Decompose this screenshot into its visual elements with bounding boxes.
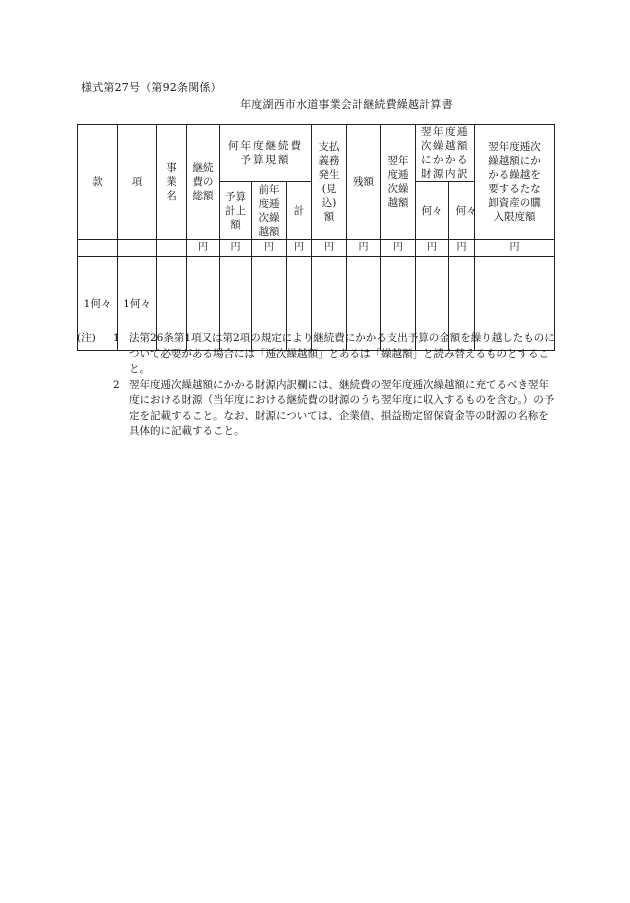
notes-section (77, 331, 557, 440)
header-kou: 項 (118, 125, 157, 240)
unit-balance: 円 (347, 240, 381, 257)
row-kan: 1何々 (78, 257, 118, 351)
header-budget-amount: 予算計上額 (220, 182, 252, 240)
header-previous-carryover: 前年度逓次繰越額 (252, 182, 287, 240)
header-row-1 (78, 125, 555, 182)
note-number: 1 (113, 332, 120, 344)
document-title: 年度湖西市水道事業会計継続費繰越計算書 (240, 98, 453, 111)
unit-budget-amount: 円 (220, 240, 252, 257)
header-sum: 計 (287, 182, 312, 240)
note-item-2 (77, 378, 557, 440)
unit-row (78, 240, 555, 257)
header-total-amount: 継続費の総額 (187, 125, 220, 240)
header-funding-b: 何々 (449, 182, 475, 240)
unit-kan (78, 240, 118, 257)
notes-tag: (注) (77, 332, 96, 344)
unit-previous-carryover: 円 (252, 240, 287, 257)
carryover-table (77, 124, 555, 351)
header-funding-breakdown: 翌年度逓次繰越額にかかる財源内訳 (416, 125, 475, 182)
note-number: 2 (113, 378, 120, 391)
form-number: 様式第27号（第92条関係） (81, 81, 222, 94)
unit-inventory-limit: 円 (475, 240, 555, 257)
header-next-year-carryover: 翌年度逓次繰越額 (381, 125, 416, 240)
unit-payment-obligation: 円 (312, 240, 347, 257)
header-inventory-limit: 翌年度逓次繰越額にかかる繰越を要するたな卸資産の購入限度額 (475, 125, 555, 240)
unit-sum: 円 (287, 240, 312, 257)
row-kou: 1何々 (118, 257, 157, 351)
unit-funding-a: 円 (416, 240, 449, 257)
unit-funding-b: 円 (449, 240, 475, 257)
unit-next-year-carryover: 円 (381, 240, 416, 257)
header-kan: 款 (78, 125, 118, 240)
unit-project-name (157, 240, 187, 257)
note-text: 法第26条第1項又は第2項の規定により継続費にかかる支出予算の金額を繰り越したものについて必要がある場合には「逓次繰越額」とあるは「繰越額」と読み替えるものとすること。 (129, 332, 555, 375)
note-text: 翌年度逓次繰越額にかかる財源内訳欄には、継続費の翌年度逓次繰越額に充てるべき翌年度における財源（当年度における継続費の財源のうち翌年度に収入するものを含む。）の予定を記載すること。なお、財源については、企業債、損益勘定留保資金等の財源の名称を具体的に記載すること。 (129, 378, 555, 437)
header-balance: 残額 (347, 125, 381, 240)
header-project-name: 事業名 (157, 125, 187, 240)
unit-kou (118, 240, 157, 257)
note-item-1 (77, 331, 557, 378)
header-funding-a: 何々 (416, 182, 449, 240)
header-budget-group: 何年度継続費予算現額 (220, 125, 312, 182)
unit-total-amount: 円 (187, 240, 220, 257)
header-payment-obligation: 支払義務発生(見込)額 (312, 125, 347, 240)
